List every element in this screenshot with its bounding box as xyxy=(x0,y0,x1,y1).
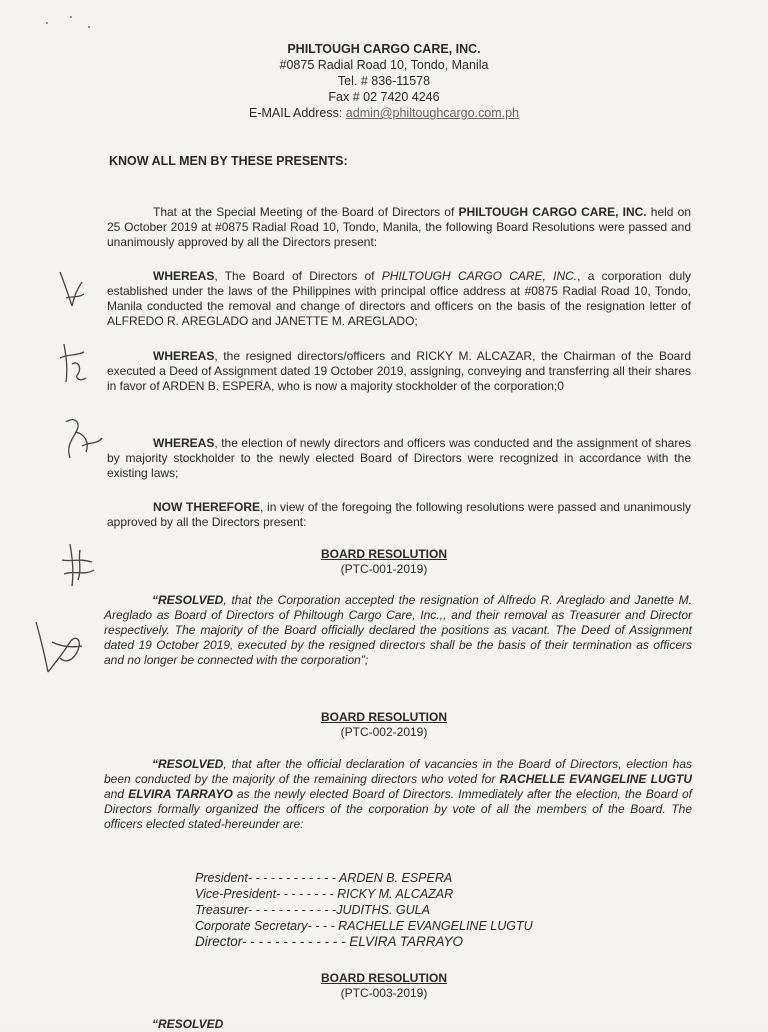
whereas-company: PHILTOUGH CARGO CARE, INC. xyxy=(381,269,578,283)
officer-name: RACHELLE EVANGELINE LUGTU xyxy=(338,919,533,933)
whereas-paragraph-2 xyxy=(107,349,691,394)
resolution-text-and: and xyxy=(104,787,129,801)
company-name: PHILTOUGH CARGO CARE, INC. xyxy=(287,42,481,56)
whereas-label: WHEREAS xyxy=(153,269,215,283)
whereas-text-2: , a corporation duly established under the laws of the Philippines with principal office address at #0875 Radial Road 10, Tondo, Manila conducted the removal and change of directors and officers on the basis of the resignation letter of ALFREDO R. AREGLADO and JANETTE M. AREGLADO; xyxy=(107,269,691,328)
officer-name: JUDITHS. GULA xyxy=(336,903,430,917)
scan-speck xyxy=(70,16,72,18)
email-link[interactable]: admin@philtoughcargo.com.ph xyxy=(345,106,520,120)
officer-row xyxy=(195,934,533,950)
initials-signature-2 xyxy=(54,338,94,386)
officer-dashes: - - - - - - - - - - - - - xyxy=(242,934,350,949)
officer-row xyxy=(195,918,533,934)
resolution-text: , that the Corporation accepted the resignation of Alfredo R. Areglado and Janette M. Areglado as Board of Directors of Philtough Cargo Care, Inc.,, and their removal as Treasurer and Director respectively. The majority of the Board officially declared the positions as vacant. The Deed of Assignment dated 19 October 2019, executed by the resigned directors shall be the basis of their termination as officers and no longer be connected with the corporation”; xyxy=(104,593,692,667)
whereas-text: , the resigned directors/officers and RICKY M. ALCAZAR, the Chairman of the Board executed a Deed of Assignment dated 19 October 2019, assigning, conveying and transferring all their shares in favor of ARDEN B. ESPERA, who is now a majority stockholder of the corporation;0 xyxy=(107,349,691,393)
whereas-text: , the election of newly directors and officers was conducted and the assignment of shares by majority stockholder to the newly elected Board of Directors were recognized in accordance with the existing laws; xyxy=(107,436,691,480)
whereas-label: WHEREAS xyxy=(153,349,215,363)
resolution-title: BOARD RESOLUTION xyxy=(321,971,447,985)
intro-paragraph xyxy=(107,205,691,250)
officer-name: ARDEN B. ESPERA xyxy=(338,871,453,885)
elected-director-2: ELVIRA TARRAYO xyxy=(128,787,233,801)
resolved-label: “RESOLVED xyxy=(152,1017,224,1031)
whereas-paragraph-1 xyxy=(107,269,691,329)
officers-list xyxy=(195,870,533,950)
scan-speck xyxy=(46,22,48,24)
officer-dashes: - - - - - - - - - - - - xyxy=(248,903,337,917)
initials-signature-1 xyxy=(52,268,92,312)
resolution-2-body xyxy=(104,757,692,832)
now-therefore-text: , in view of the foregoing the following resolutions were passed and unanimously approved by all the Directors present: xyxy=(107,500,692,529)
initials-signature-4 xyxy=(56,540,100,590)
company-address: #0875 Radial Road 10, Tondo, Manila xyxy=(279,58,489,72)
officer-role: Treasurer xyxy=(195,903,249,917)
now-therefore-label: NOW THEREFORE xyxy=(153,500,261,514)
company-fax: Fax # 02 7420 4246 xyxy=(328,90,440,104)
officer-row xyxy=(195,886,533,902)
document-heading: KNOW ALL MEN BY THESE PRESENTS: xyxy=(109,154,348,168)
officer-dashes: - - - - xyxy=(307,919,339,933)
officer-dashes: - - - - - - - - xyxy=(276,887,338,901)
company-tel: Tel. # 836-11578 xyxy=(337,74,431,88)
resolution-3-body xyxy=(152,1017,452,1032)
officer-dashes: - - - - - - - - - - - - xyxy=(247,871,339,885)
resolution-code: (PTC-002-2019) xyxy=(340,725,428,739)
now-therefore-paragraph xyxy=(107,500,691,530)
company-email xyxy=(0,105,768,121)
initials-signature-3 xyxy=(56,412,106,468)
resolved-label: “RESOLVED xyxy=(152,757,224,771)
resolution-1-body xyxy=(104,593,692,668)
officer-role: Director xyxy=(195,934,243,949)
intro-company: PHILTOUGH CARGO CARE, INC. xyxy=(458,205,647,219)
resolution-2-title xyxy=(0,710,768,740)
resolution-text-2: as the newly elected Board of Directors. Immediately after the election, the Board of Directors formally organized the officers of the corporation by vote of all the members of the Board. The officers elected stated-hereunder are: xyxy=(104,787,693,831)
officer-role: President xyxy=(195,871,248,885)
resolution-title: BOARD RESOLUTION xyxy=(321,710,447,724)
officer-role: Vice-President xyxy=(195,887,277,901)
letterhead xyxy=(0,41,768,121)
elected-director-1: RACHELLE EVANGELINE LUGTU xyxy=(499,772,692,786)
email-label: E-MAIL Address: xyxy=(248,106,343,120)
whereas-text: , The Board of Directors of xyxy=(214,269,382,283)
resolution-3-title xyxy=(0,971,768,1001)
resolution-text: , that after the official declaration of vacancies in the Board of Directors, election has been conducted by the majority of the remaining directors who voted for xyxy=(104,757,692,786)
resolution-title: BOARD RESOLUTION xyxy=(321,547,447,561)
officer-role: Corporate Secretary xyxy=(195,919,308,933)
whereas-label: WHEREAS xyxy=(153,436,215,450)
resolution-code: (PTC-003-2019) xyxy=(340,986,428,1000)
resolved-label: “RESOLVED xyxy=(152,593,224,607)
resolution-code: (PTC-001-2019) xyxy=(340,562,428,576)
whereas-paragraph-3 xyxy=(107,436,691,481)
officer-row xyxy=(195,870,533,886)
officer-name: RICKY M. ALCAZAR xyxy=(337,887,454,901)
officer-name: ELVIRA TARRAYO xyxy=(349,934,463,949)
scan-speck xyxy=(88,26,90,28)
officer-row xyxy=(195,902,533,918)
resolution-1-title xyxy=(0,547,768,577)
intro-text: That at the Special Meeting of the Board of Directors of xyxy=(153,205,459,219)
intro-text-2: held on 25 October 2019 at #0875 Radial Road 10, Tondo, Manila, the following Board Resolutions were passed and unanimously approved by all the Directors present: xyxy=(107,205,692,249)
initials-signature-5 xyxy=(30,612,90,682)
